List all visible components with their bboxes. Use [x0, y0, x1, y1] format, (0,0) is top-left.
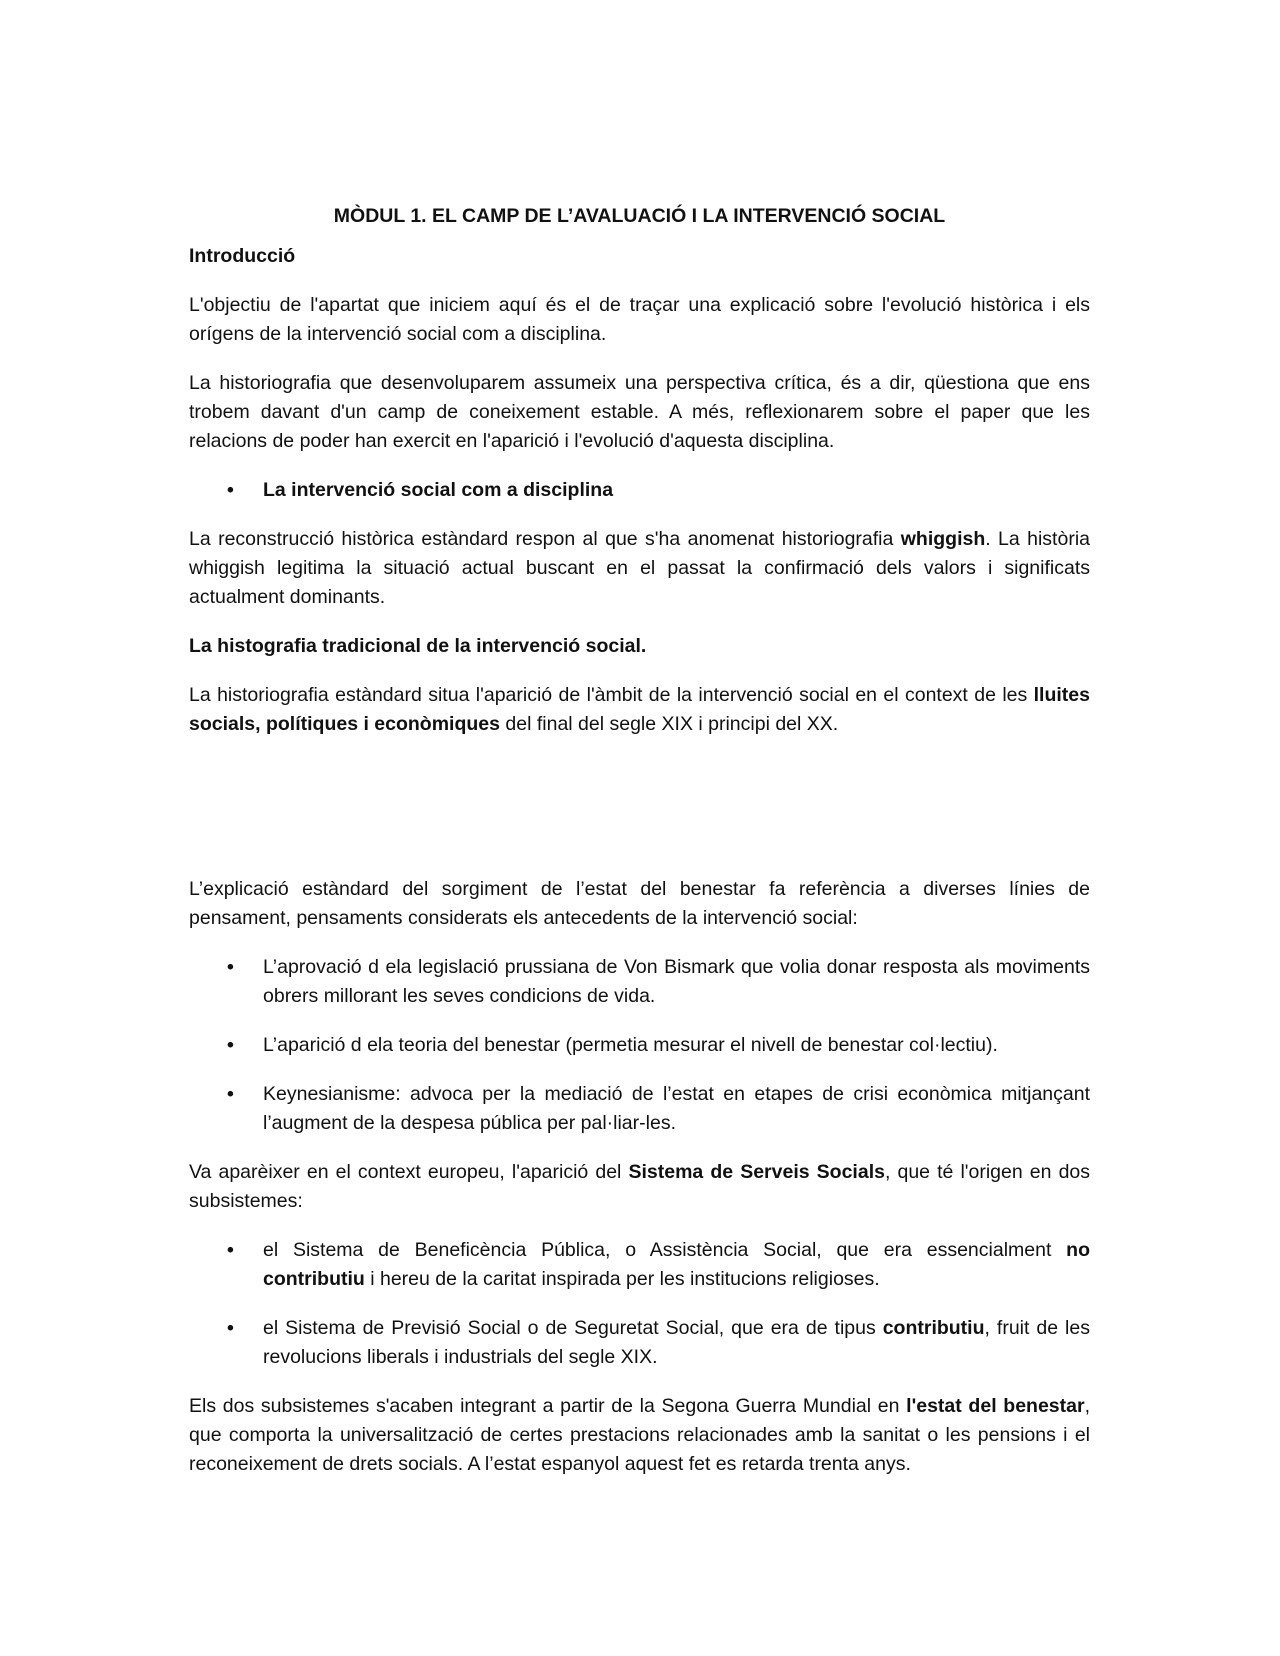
- document-body: [189, 202, 1090, 1499]
- p4-bold: lluites socials, polítiques i econòmiques: [189, 684, 1090, 735]
- p6-bold: Sistema de Serveis Socials: [628, 1161, 885, 1183]
- section-bullet-item: [189, 476, 1090, 505]
- list2-1-text-a: el Sistema de Previsió Social o de Seguretat Social, que era de tipus: [263, 1317, 883, 1339]
- bullet-icon: •: [227, 1083, 234, 1105]
- paragraph-historiography: La historiografia que desenvoluparem assumeix una perspectiva crítica, és a dir, qüestiona que ens trobem davant d'un camp de coneixement estable. A més, reflexionarem sobre el paper que les relacions de poder han exercit en l'aparició i l'evolució d'aquesta disciplina.: [189, 372, 1090, 452]
- p6-text-a: Va aparèixer en el context europeu, l'aparició del: [189, 1161, 629, 1183]
- subheading-traditional: La histografia tradicional de la intervenció social.: [189, 635, 647, 657]
- bullet-icon: •: [227, 1239, 234, 1261]
- list-item: [189, 1314, 1090, 1372]
- list2-1-text-c: , fruit de les revolucions liberals i industrials del segle XIX.: [263, 1317, 1090, 1368]
- p7-bold: l'estat del benestar: [906, 1395, 1085, 1417]
- paragraph-welfare-state: L’explicació estàndard del sorgiment de l’estat del benestar fa referència a diverses línies de pensament, pensaments considerats els antecedents de la intervenció social:: [189, 878, 1090, 929]
- list-item: [189, 953, 1090, 1011]
- list-antecedents: [189, 953, 1090, 1138]
- list-subsystems: [189, 1236, 1090, 1372]
- p6-text-c: , que té l'origen en dos subsistemes:: [189, 1161, 1091, 1212]
- section-bullet: [189, 476, 1090, 505]
- list-item-text: L’aprovació d ela legislació prussiana de Von Bismark que volia donar resposta als moviments obrers millorant les seves condicions de vida.: [263, 956, 1090, 1007]
- page-title: MÒDUL 1. EL CAMP DE L’AVALUACIÓ I LA INTERVENCIÓ SOCIAL: [333, 205, 946, 227]
- intro-heading: Introducció: [189, 245, 296, 267]
- list-item: [189, 1236, 1090, 1294]
- section-bullet-heading: La intervenció social com a disciplina: [263, 479, 614, 501]
- paragraph-social-services: [189, 1158, 1090, 1216]
- bullet-icon: •: [227, 1034, 234, 1056]
- p7-text-a: Els dos subsistemes s'acaben integrant a partir de la Segona Guerra Mundial en: [189, 1395, 907, 1417]
- p3-text-c: . La història whiggish legitima la situació actual buscant en el passat la confirmació dels valors i significats actualment dominants.: [189, 528, 1090, 608]
- list-item-text: L’aparició d ela teoria del benestar (permetia mesurar el nivell de benestar col·lectiu).: [263, 1034, 998, 1056]
- p3-bold: whiggish: [900, 528, 986, 550]
- paragraph-integration: [189, 1392, 1090, 1479]
- paragraph-whiggish: [189, 525, 1090, 612]
- paragraph-standard-historiography: [189, 681, 1090, 739]
- p3-text-a: La reconstrucció històrica estàndard respon al que s'ha anomenat historiografia: [189, 528, 901, 550]
- blank-space: [189, 759, 1090, 875]
- list-item-text: Keynesianisme: advoca per la mediació de l’estat en etapes de crisi econòmica mitjançant l’augment de la despesa pública per pal·liar-les.: [263, 1083, 1090, 1134]
- list2-0-text-a: el Sistema de Beneficència Pública, o Assistència Social, que era essencialment: [263, 1239, 1067, 1261]
- paragraph-objective: L'objectiu de l'apartat que iniciem aquí és el de traçar una explicació sobre l'evolució històrica i els orígens de la intervenció social com a disciplina.: [189, 294, 1090, 345]
- list2-0-bold: no contributiu: [263, 1239, 1090, 1290]
- list2-0-text-c: i hereu de la caritat inspirada per les institucions religioses.: [364, 1268, 880, 1290]
- bullet-icon: •: [227, 1317, 234, 1339]
- list2-1-bold: contributiu: [882, 1317, 985, 1339]
- list-item: [189, 1031, 1090, 1060]
- p7-text-c: , que comporta la universalització de certes prestacions relacionades amb la sanitat o les pensions i el reconeixement de drets socials. A l’estat espanyol aquest fet es retarda trenta anys.: [189, 1395, 1090, 1475]
- bullet-icon: •: [227, 479, 234, 501]
- p4-text-c: del final del segle XIX i principi del XX.: [500, 713, 839, 735]
- p4-text-a: La historiografia estàndard situa l'aparició de l'àmbit de la intervenció social en el context de les: [189, 684, 1034, 706]
- list-item: [189, 1080, 1090, 1138]
- bullet-icon: •: [227, 956, 234, 978]
